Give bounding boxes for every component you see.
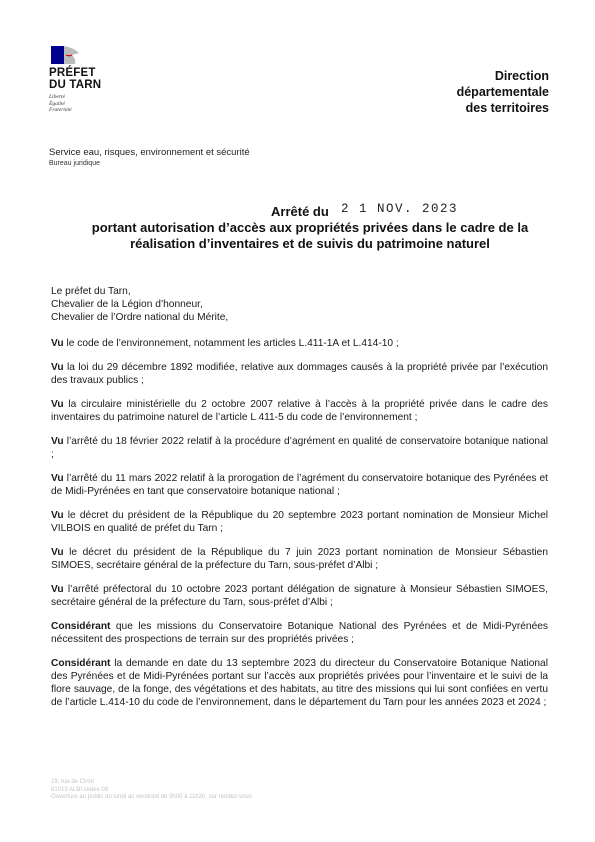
visa-keyword: Vu <box>51 547 64 558</box>
visa-paragraph <box>51 546 548 572</box>
direction-line-2: départementale <box>456 85 549 99</box>
prefet-bloc-marque <box>49 67 101 114</box>
visa-keyword: Vu <box>51 473 64 484</box>
footer-line-1: 19, rue de Ciron <box>51 779 95 785</box>
considerant-text: la demande en date du 13 septembre 2023 du directeur du Conservatoire Botanique National des Pyrénées et de Midi-Pyrénées portant sur l’accès aux propriétés privées pour l’inventaire et le suivi de la flore sauvage, de la fonge, des végétations et des habitats, au titre des missions qui lui sont confiées en vertu de l’article L.414-10 du code de l’environnement, dans le département du Tarn pour les années 2023 et 2024 ; <box>51 658 548 708</box>
title-line-1 <box>40 204 580 220</box>
direction-heading <box>457 68 549 116</box>
prefet-line-1: PRÉFET <box>49 67 96 79</box>
prefet-line-2: DU TARN <box>49 79 102 91</box>
direction-line-1: Direction <box>494 69 549 83</box>
considerant-paragraph <box>51 620 548 646</box>
devise-egalite: Égalité <box>49 100 65 107</box>
devise-fraternite: Fraternité <box>49 107 72 113</box>
visa-keyword: Vu <box>51 362 64 373</box>
considerant-text: que les missions du Conservatoire Botanique National des Pyrénées et de Midi-Pyrénées nécessitent des prospections de terrain sur des propriétés privées ; <box>51 621 548 645</box>
visa-text: le décret du président de la République du 7 juin 2023 portant nomination de Monsieur Sébastien SIMOES, secrétaire général de la préfecture du Tarn, sous-préfet d’Albi ; <box>51 547 548 571</box>
intro-line-1: Le préfet du Tarn, <box>51 286 131 297</box>
bureau-name: Bureau juridique <box>49 160 100 167</box>
intro-line-3: Chevalier de l’Ordre national du Mérite, <box>51 312 229 323</box>
visa-paragraph <box>51 398 548 424</box>
visa-paragraph <box>51 472 548 498</box>
direction-line-3: des territoires <box>465 101 549 115</box>
devise <box>49 94 101 114</box>
considerant-paragraph <box>51 657 548 709</box>
title-line-3: réalisation d’inventaires et de suivis du patrimoine naturel <box>130 236 490 251</box>
visa-keyword: Vu <box>51 510 64 521</box>
arrete-label: Arrêté du <box>271 204 329 219</box>
footer-line-2: 81013 ALBI cedex 09 <box>51 786 109 793</box>
visa-text: l’arrêté du 18 février 2022 relatif à la procédure d’agrément en qualité de conservatoire botanique national ; <box>51 436 548 460</box>
footer-address <box>51 779 252 802</box>
visa-text: l’arrêté préfectoral du 10 octobre 2023 portant délégation de signature à Monsieur Sébastien SIMOES, secrétaire général de la préfecture du Tarn, sous-préfet d’Albi ; <box>51 584 548 608</box>
visa-text: la circulaire ministérielle du 2 octobre 2007 relative à l’accès à la propriété privée dans le cadre des inventaires du patrimoine naturel de l’article L 411-5 du code de l’environnement ; <box>51 399 548 423</box>
considerant-keyword: Considérant <box>51 658 111 669</box>
marianne-logo <box>49 44 83 66</box>
title-line-2: portant autorisation d’accès aux propriétés privées dans le cadre de la <box>91 220 529 235</box>
visa-paragraph <box>51 361 548 387</box>
footer-line-3: Ouverture au public du lundi au vendredi de 9h00 à 11h30, sur rendez-vous <box>51 794 252 800</box>
service-name: Service eau, risques, environnement et sécurité <box>49 147 250 158</box>
visa-paragraph <box>51 509 548 535</box>
visa-paragraph <box>51 337 548 350</box>
visa-text: l’arrêté du 11 mars 2022 relatif à la prorogation de l’agrément du conservatoire botanique des Pyrénées et de Midi-Pyrénées en tant que conservatoire botanique national ; <box>51 473 548 497</box>
devise-liberte: Liberté <box>49 94 65 100</box>
visa-text: le décret du président de la République du 20 septembre 2023 portant nomination de Monsieur Michel VILBOIS en qualité de préfet du Tarn ; <box>51 510 548 534</box>
visa-text: le code de l’environnement, notamment les articles L.411-1A et L.414-10 ; <box>63 338 399 349</box>
document-body <box>51 285 548 709</box>
visa-keyword: Vu <box>51 584 64 595</box>
intro-line-2: Chevalier de la Légion d’honneur, <box>51 299 203 310</box>
considerant-keyword: Considérant <box>51 621 111 632</box>
arrete-title <box>40 204 580 252</box>
visa-paragraph <box>51 435 548 461</box>
visa-keyword: Vu <box>51 338 64 349</box>
visa-keyword: Vu <box>51 436 64 447</box>
intro-block <box>51 285 548 324</box>
visa-keyword: Vu <box>51 399 64 410</box>
date-stamp: 2 1 NOV. 2023 <box>341 202 459 216</box>
visa-text: la loi du 29 décembre 1892 modifiée, relative aux dommages causés à la propriété privée par l’exécution des travaux publics ; <box>51 362 548 386</box>
visa-paragraph <box>51 583 548 609</box>
